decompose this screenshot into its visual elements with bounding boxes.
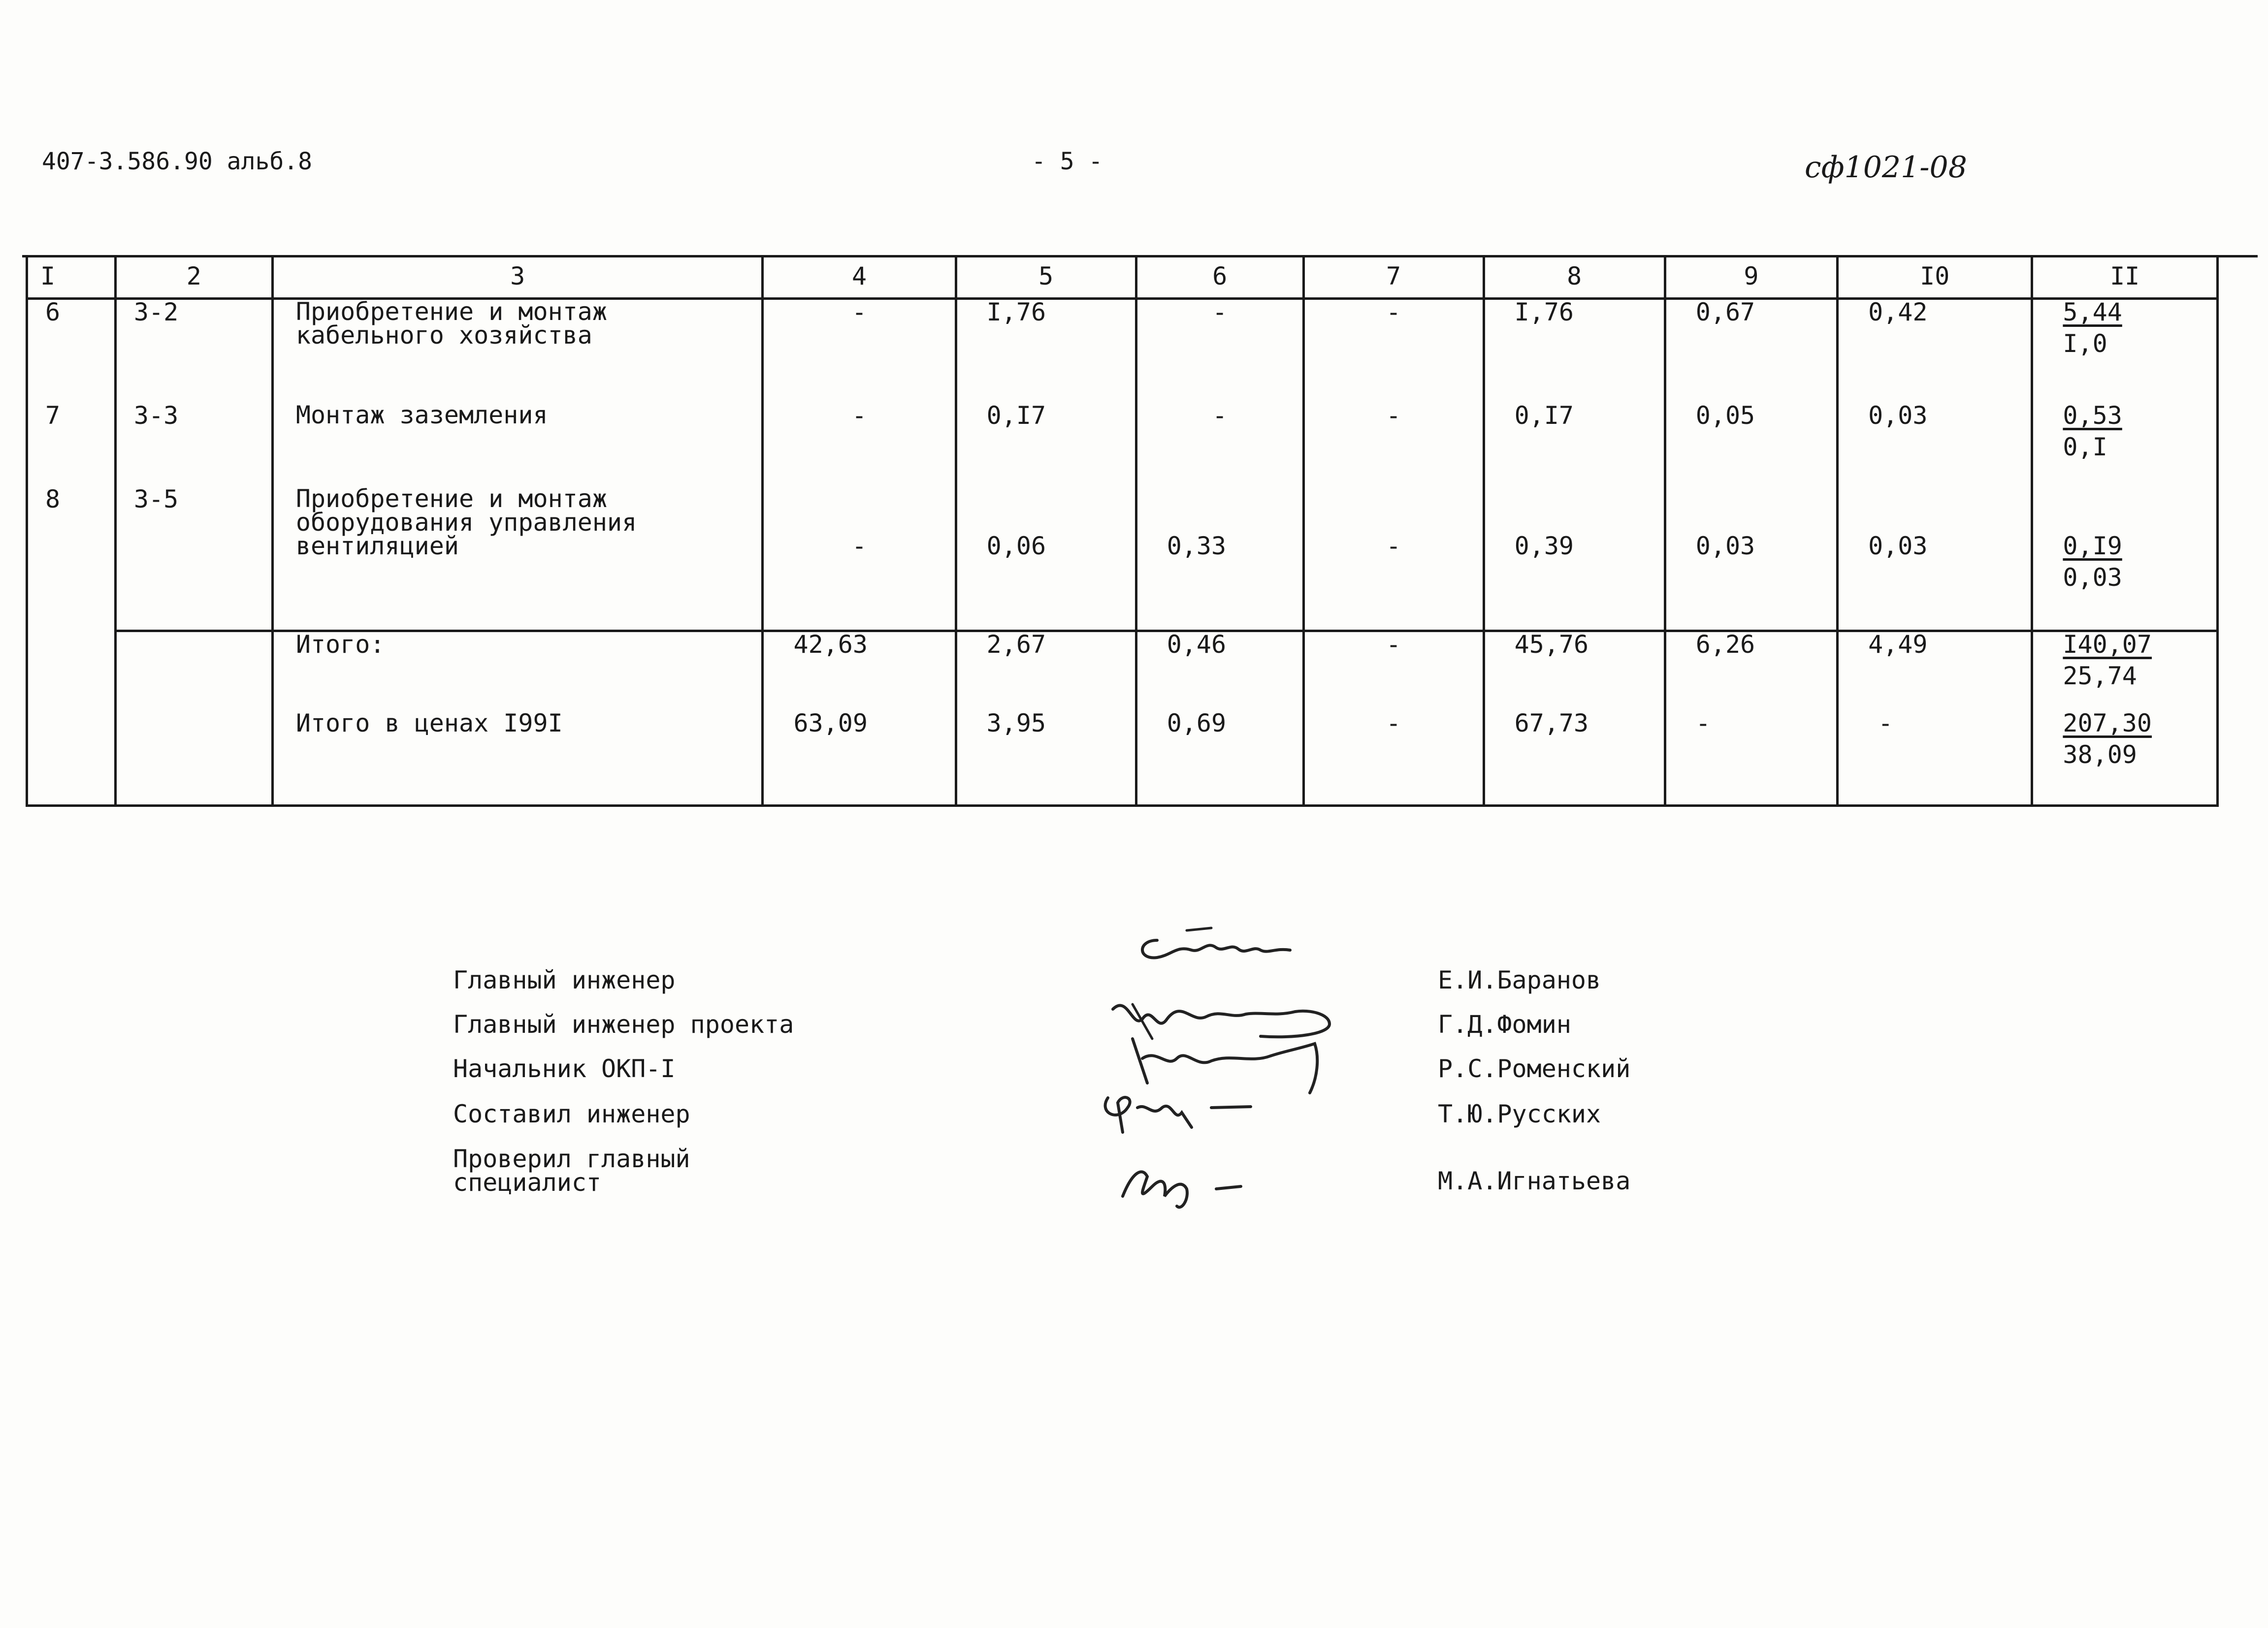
signer-title: Начальник ОКП-I [453, 1054, 676, 1083]
cell-value: 0,39 [1514, 532, 1574, 560]
row-description: Приобретение и монтаж оборудования управления вентиляцией [272, 487, 763, 631]
row-code: 3-3 [115, 403, 272, 487]
signer-title: Главный инженер [453, 966, 676, 994]
col-header: 3 [272, 255, 763, 299]
empty-cell [115, 631, 272, 711]
table-row [27, 403, 2218, 487]
cell-c8 [1484, 487, 1665, 631]
cell-c10: 4,49 [1838, 631, 2032, 711]
cell-c10: 0,03 [1838, 403, 2032, 487]
cost-table [26, 255, 2219, 807]
c11-bottom: 38,09 [2063, 740, 2137, 769]
signature-russkikh-drawing [1088, 1078, 1275, 1147]
cell-c4: 63,09 [763, 711, 956, 806]
cell-c6: 0,46 [1136, 631, 1303, 711]
cell-c11 [2032, 487, 2218, 631]
cell-c5: I,76 [956, 299, 1136, 404]
cell-c5 [956, 487, 1136, 631]
c11-top: 5,44 [2063, 298, 2122, 326]
c11-top: 0,53 [2063, 401, 2122, 430]
cell-c5: 2,67 [956, 631, 1136, 711]
signer-name: Р.С.Роменский [1438, 1054, 1631, 1083]
cell-c8: 45,76 [1484, 631, 1665, 711]
header-row [27, 255, 2218, 299]
empty-cell [27, 631, 116, 711]
col-header: 9 [1665, 255, 1837, 299]
cell-value: 0,03 [1868, 532, 1928, 560]
row-code: 3-2 [115, 299, 272, 404]
cell-c6 [1136, 487, 1303, 631]
cell-c5: 0,I7 [956, 403, 1136, 487]
cell-c7: - [1303, 711, 1484, 806]
signer-name: Г.Д.Фомин [1438, 1010, 1571, 1039]
cell-value: - [1386, 532, 1401, 560]
cell-c4: - [763, 299, 956, 404]
signer-title: Составил инженер [453, 1100, 690, 1128]
col-header: 8 [1484, 255, 1665, 299]
totals-row [27, 711, 2218, 806]
cell-c7: - [1303, 299, 1484, 404]
cell-c4 [763, 487, 956, 631]
col-header: 5 [956, 255, 1136, 299]
c11-top: 207,30 [2063, 709, 2152, 737]
cell-value: 0,03 [1695, 532, 1755, 560]
cell-c9: - [1665, 711, 1837, 806]
cell-c7: - [1303, 403, 1484, 487]
row-description: Монтаж заземления [272, 403, 763, 487]
col-header: I [27, 255, 116, 299]
col-header: I0 [1838, 255, 2032, 299]
c11-bottom: 25,74 [2063, 662, 2137, 690]
cell-c9: 6,26 [1665, 631, 1837, 711]
signer-name: Т.Ю.Русских [1438, 1100, 1601, 1128]
cell-c7 [1303, 487, 1484, 631]
signer-title: Главный инженер проекта [453, 1010, 794, 1039]
c11-top: I40,07 [2063, 630, 2152, 659]
handwritten-ref: сф1021-08 [1805, 150, 1967, 185]
row-number: 7 [27, 403, 116, 487]
empty-cell [27, 711, 116, 806]
document-code: 407-3.586.90 альб.8 [42, 148, 313, 175]
cell-c11 [2032, 711, 2218, 806]
cell-c6: - [1136, 299, 1303, 404]
cell-c9: 0,05 [1665, 403, 1837, 487]
cell-c6: 0,69 [1136, 711, 1303, 806]
cell-value: 0,33 [1166, 532, 1227, 560]
c11-bottom: I,0 [2063, 329, 2107, 358]
row-number: 8 [27, 487, 116, 631]
cell-c5: 3,95 [956, 711, 1136, 806]
signer-name: Е.И.Баранов [1438, 966, 1601, 994]
cell-c10: - [1838, 711, 2032, 806]
cell-c9: 0,67 [1665, 299, 1837, 404]
cell-c11 [2032, 403, 2218, 487]
signer-name: М.А.Игнатьева [1438, 1167, 1631, 1195]
cell-c11 [2032, 631, 2218, 711]
c11-bottom: 0,03 [2063, 563, 2122, 592]
signature-baranov-drawing [1128, 921, 1334, 980]
cell-c8: 0,I7 [1484, 403, 1665, 487]
col-header: 6 [1136, 255, 1303, 299]
cell-c10: 0,42 [1838, 299, 2032, 404]
cell-value: - [852, 532, 867, 560]
page-number: - 5 - [1032, 148, 1103, 175]
cell-c7: - [1303, 631, 1484, 711]
totals-row [27, 631, 2218, 711]
row-code: 3-5 [115, 487, 272, 631]
empty-cell [115, 711, 272, 806]
cell-c8: 67,73 [1484, 711, 1665, 806]
totals-label: Итого в ценах I99I [272, 711, 763, 806]
col-header: 7 [1303, 255, 1484, 299]
col-header: 4 [763, 255, 956, 299]
totals-label: Итого: [272, 631, 763, 711]
table-row [27, 487, 2218, 631]
signature-ignatyeva-drawing [1108, 1152, 1275, 1221]
row-number: 6 [27, 299, 116, 404]
signer-title: Проверил главный специалист [453, 1145, 690, 1197]
c11-bottom: 0,I [2063, 433, 2107, 461]
cell-c11 [2032, 299, 2218, 404]
cell-value: 0,06 [986, 532, 1046, 560]
cell-c10 [1838, 487, 2032, 631]
col-header: II [2032, 255, 2218, 299]
cell-c6: - [1136, 403, 1303, 487]
c11-top: 0,I9 [2063, 532, 2122, 560]
table-row [27, 299, 2218, 404]
cell-c4: - [763, 403, 956, 487]
col-header: 2 [115, 255, 272, 299]
cell-c4: 42,63 [763, 631, 956, 711]
row-description: Приобретение и монтаж кабельного хозяйства [272, 299, 763, 404]
cell-c9 [1665, 487, 1837, 631]
cell-c8: I,76 [1484, 299, 1665, 404]
